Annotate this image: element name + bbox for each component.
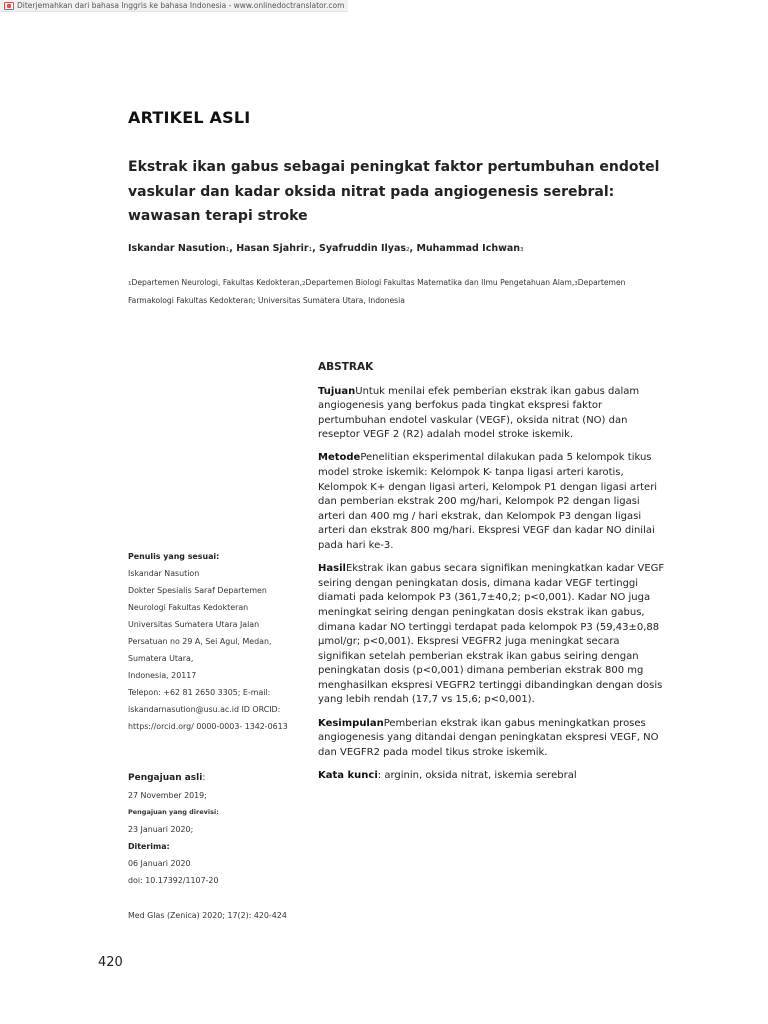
abstract-section-text: Pemberian ekstrak ikan gabus meningkatkan proses angiogenesis yang ditandai dengan peningkatan ekspresi VEGF, NO dan VEGFR2 pada model tikus stroke iskemik. (318, 717, 659, 758)
author-separator: , (229, 243, 237, 254)
revised-date: 23 Januari 2020; (128, 825, 194, 834)
journal-citation: Med Glas (Zenica) 2020; 17(2): 420-424 (128, 911, 287, 920)
abstract-section-label: Tujuan (318, 385, 356, 397)
abstract-section-text: Ekstrak ikan gabus secara signifikan meningkatkan kadar VEGF seiring dengan peningkatan dosis, dimana kadar VEGF tertinggi diamati pada kelompok P3 (361,7±40,2; p<0,001). Kadar NO juga meningkat seiring dengan peningkatan dosis ekstrak ikan gabus, dimana kadar NO tertinggi terdapat pada kelompok P3 (59,43±0,88 μmol/gr; p<0,001). Ekspresi VEGFR2 juga meningkat secara signifikan setelah pemberian ekstrak ikan gabus seiring dengan peningkatan dosis (p<0,001) dimana pemberian ekstrak 800 mg menghasilkan ekspresi VEGFR2 tertinggi dibandingkan dengan dosis yang lebih rendah (17,7 vs 15,6; p<0,001). (318, 563, 665, 706)
affiliation-text: Departemen Farmakologi Fakultas Kedokteran; Universitas Sumatera Utara, Indonesia (128, 278, 626, 305)
author-separator: , (409, 243, 417, 254)
author-affiliation-mark: 1 (225, 247, 230, 253)
translator-banner[interactable] (0, 0, 348, 12)
affiliation-mark: 3 (574, 281, 578, 287)
article-title: Ekstrak ikan gabus sebagai peningkat faktor pertumbuhan endotel vaskular dan kadar oksida nitrat pada angiogenesis serebral: wawasan terapi stroke (128, 159, 660, 224)
correspondence-line: Neurologi Fakultas Kedokteran (128, 603, 249, 612)
author-affiliation-mark: 3 (520, 247, 524, 253)
accepted-label: Diterima: (128, 842, 170, 851)
correspondence-phone: Telepon: +62 81 2650 3305; E-mail: (128, 688, 271, 697)
abstract-section-text: Penelitian eksperimental dilakukan pada 5 kelompok tikus model stroke iskemik: Kelompok K- tanpa ligasi arteri karotis, Kelompok K+ dengan ligasi arteri, Kelompok P1 dengan ligasi arteri dan pemberian ekstrak 200 mg/hari, Kelompok P2 dengan ligasi arteri dan 400 mg / hari ekstrak, dan Kelompok P3 dengan ligasi arteri dan ekstrak 800 mg/hari. Ekspresi VEGF dan kadar NO dinilai pada hari ke-3. (318, 452, 658, 552)
submission-info (128, 770, 306, 889)
author-affiliation-mark: 1 (308, 247, 313, 253)
abstract-results (318, 562, 668, 708)
submitted-date: 27 November 2019; (128, 791, 207, 800)
affiliation-mark: 2 (302, 281, 306, 287)
abstract-section-label: Kata kunci (318, 769, 378, 781)
affiliation-text: Departemen Neurologi, Fakultas Kedokteran, (131, 278, 303, 287)
submitted-label: Pengajuan asli (128, 773, 203, 783)
affiliations (128, 275, 628, 308)
author-affiliation-mark: 2 (406, 247, 410, 253)
author-list (128, 243, 524, 254)
section-label: ARTIKEL ASLI (128, 108, 251, 127)
author-separator: , (312, 243, 320, 254)
abstract-methods (318, 451, 668, 553)
correspondence-email[interactable]: iskandarnasution@usu.ac.id ID ORCID: (128, 705, 281, 714)
submitted-colon: : (202, 773, 206, 783)
correspondence-line: Persatuan no 29 A, Sei Agul, Medan, (128, 637, 272, 646)
correspondence-line: Universitas Sumatera Utara Jalan (128, 620, 260, 629)
page-number: 420 (98, 955, 123, 970)
abstract-section-label: Hasil (318, 563, 346, 575)
affiliation-mark: 1 (128, 281, 132, 287)
abstract-section-text: Untuk menilai efek pemberian ekstrak ikan gabus dalam angiogenesis yang berfokus pada tingkat ekspresi faktor pertumbuhan endotel vaskular (VEGF), oksida nitrat (NO) dan reseptor VEGF 2 (R2) adalah model stroke iskemik. (318, 385, 640, 441)
abstract-section-label: Metode (318, 452, 361, 464)
abstract-conclusion (318, 717, 668, 761)
correspondence-block (128, 548, 306, 735)
submitted-heading (128, 770, 306, 787)
author-name: Iskandar Nasution (128, 243, 226, 254)
author-name: Hasan Sjahrir (236, 243, 309, 254)
accepted-date: 06 Januari 2020 (128, 859, 191, 868)
correspondence-line: Indonesia, 20117 (128, 671, 197, 680)
translator-banner-text[interactable]: Diterjemahkan dari bahasa Inggris ke bahasa Indonesia - www.onlinedoctranslator.com (17, 1, 345, 10)
author-name: Syafruddin Ilyas (319, 243, 407, 254)
abstract-section-text: : arginin, oksida nitrat, iskemia serebral (377, 769, 577, 781)
correspondence-label: Penulis yang sesuai: (128, 552, 220, 561)
orcid-link[interactable]: https://orcid.org/ 0000-0003- 1342-0613 (128, 722, 288, 731)
affiliation-text: Departemen Biologi Fakultas Matematika dan Ilmu Pengetahuan Alam, (305, 278, 575, 287)
author-name: Muhammad Ichwan (416, 243, 521, 254)
abstract-objective (318, 385, 668, 443)
abstract (318, 360, 668, 792)
correspondence-line: Dokter Spesialis Saraf Departemen (128, 586, 267, 595)
correspondence-line: Sumatera Utara, (128, 654, 194, 663)
doi[interactable]: doi: 10.17392/1107-20 (128, 876, 219, 885)
abstract-section-label: Kesimpulan (318, 717, 384, 729)
revised-label: Pengajuan yang direvisi: (128, 808, 219, 816)
abstract-heading: ABSTRAK (318, 361, 374, 373)
translate-icon (4, 2, 14, 10)
abstract-keywords (318, 769, 668, 784)
correspondence-line: Iskandar Nasution (128, 569, 200, 578)
